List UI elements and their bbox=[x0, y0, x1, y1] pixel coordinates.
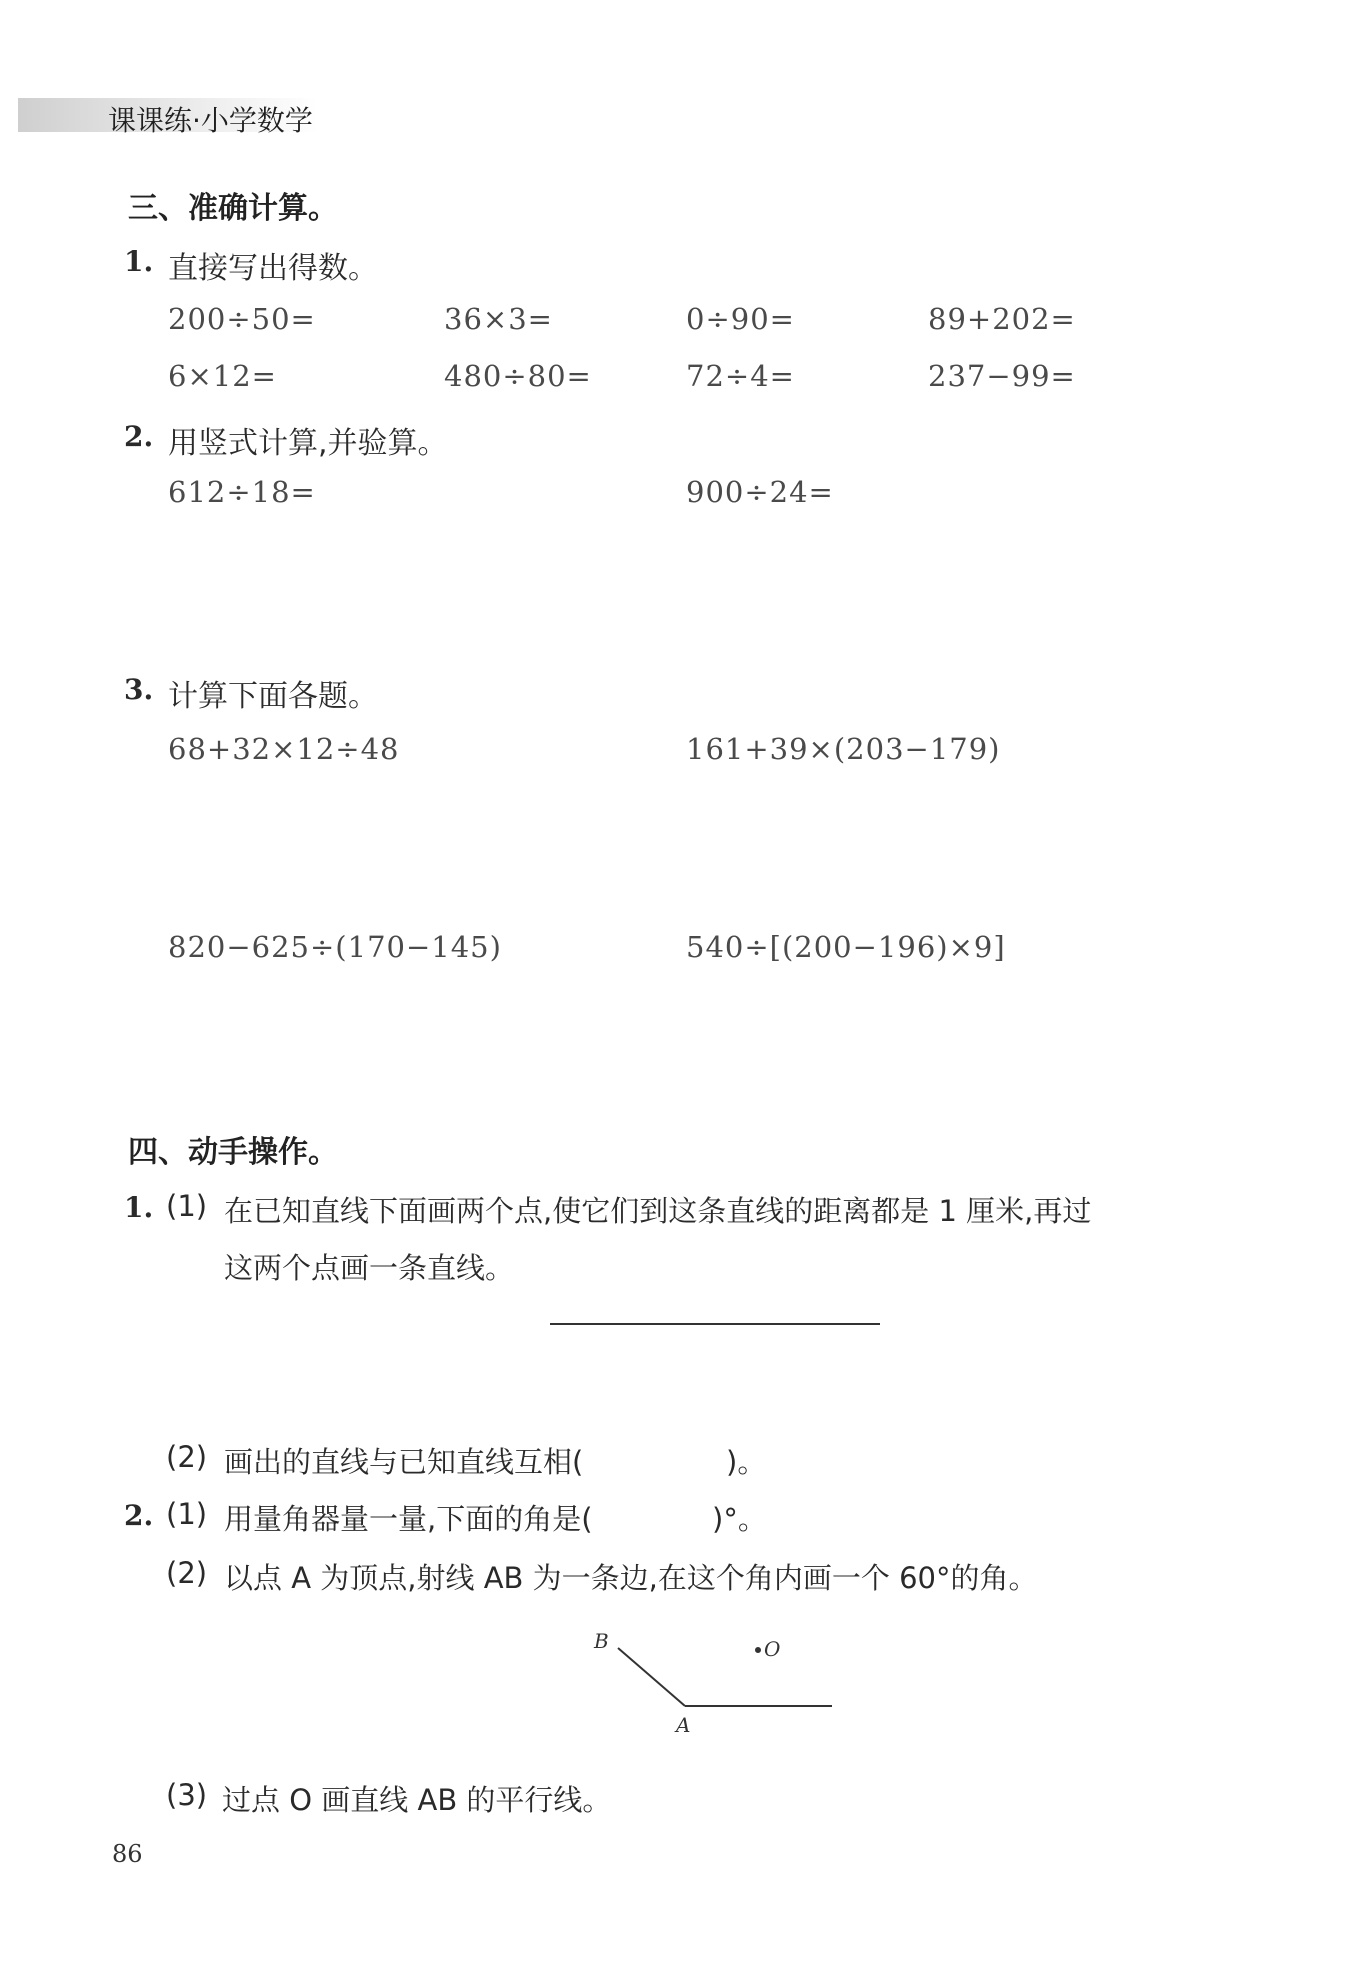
s4-q2-part1-text-end: )°。 bbox=[712, 1502, 767, 1536]
s4-q2-part1-label: (1) bbox=[166, 1497, 208, 1531]
q3-number: 3. bbox=[124, 673, 154, 706]
s4-q2-number: 2. bbox=[124, 1499, 154, 1532]
s4-q1-number: 1. bbox=[124, 1191, 154, 1224]
point-o bbox=[755, 1647, 761, 1653]
label-b: B bbox=[594, 1629, 609, 1653]
q2-expr: 612÷18= bbox=[168, 475, 316, 509]
q1-expr: 480÷80= bbox=[444, 359, 592, 393]
q3-text: 计算下面各题。 bbox=[168, 679, 378, 714]
angle-figure bbox=[580, 1620, 850, 1740]
s4-q2-part2-text: 以点 A 为顶点,射线 AB 为一条边,在这个角内画一个 60°的角。 bbox=[224, 1561, 1038, 1595]
label-a: A bbox=[676, 1713, 691, 1737]
given-line-figure bbox=[540, 1318, 890, 1328]
s4-q1-part1-label: (1) bbox=[166, 1189, 208, 1223]
q1-expr: 36×3= bbox=[444, 302, 553, 336]
q2-text: 用竖式计算,并验算。 bbox=[168, 426, 448, 461]
q1-expr: 72÷4= bbox=[686, 359, 795, 393]
q3-expr: 820−625÷(170−145) bbox=[168, 930, 502, 964]
section-4-title: 四、动手操作。 bbox=[128, 1135, 338, 1170]
q1-expr: 6×12= bbox=[168, 359, 277, 393]
page-number: 86 bbox=[112, 1840, 143, 1868]
q2-expr: 900÷24= bbox=[686, 475, 834, 509]
s4-q2-part3-label: (3) bbox=[166, 1778, 208, 1812]
s4-q1-part2-text-end: )。 bbox=[726, 1445, 767, 1479]
s4-q1-part2-label: (2) bbox=[166, 1440, 208, 1474]
s4-q2-part1-text: 用量角器量一量,下面的角是( bbox=[224, 1502, 593, 1536]
section-3-title: 三、准确计算。 bbox=[128, 191, 338, 226]
s4-q1-part1-text-cont: 这两个点画一条直线。 bbox=[224, 1251, 515, 1285]
q3-expr: 68+32×12÷48 bbox=[168, 732, 400, 766]
s4-q2-part2-label: (2) bbox=[166, 1556, 208, 1590]
q1-expr: 0÷90= bbox=[686, 302, 795, 336]
s4-q2-part3-text: 过点 O 画直线 AB 的平行线。 bbox=[222, 1783, 612, 1817]
book-title: 课课练·小学数学 bbox=[108, 104, 313, 137]
q3-expr: 161+39×(203−179) bbox=[686, 732, 1001, 766]
q3-expr: 540÷[(200−196)×9] bbox=[686, 930, 1006, 964]
q1-expr: 237−99= bbox=[928, 359, 1076, 393]
s4-q1-part1-text: 在已知直线下面画两个点,使它们到这条直线的距离都是 1 厘米,再过 bbox=[224, 1194, 1092, 1228]
ray-ab bbox=[618, 1648, 685, 1706]
q1-number: 1. bbox=[124, 245, 154, 278]
label-o: O bbox=[764, 1637, 781, 1661]
q1-expr: 89+202= bbox=[928, 302, 1076, 336]
q1-expr: 200÷50= bbox=[168, 302, 316, 336]
s4-q1-part2-text: 画出的直线与已知直线互相( bbox=[224, 1445, 584, 1479]
q2-number: 2. bbox=[124, 420, 154, 453]
q1-text: 直接写出得数。 bbox=[168, 251, 378, 286]
